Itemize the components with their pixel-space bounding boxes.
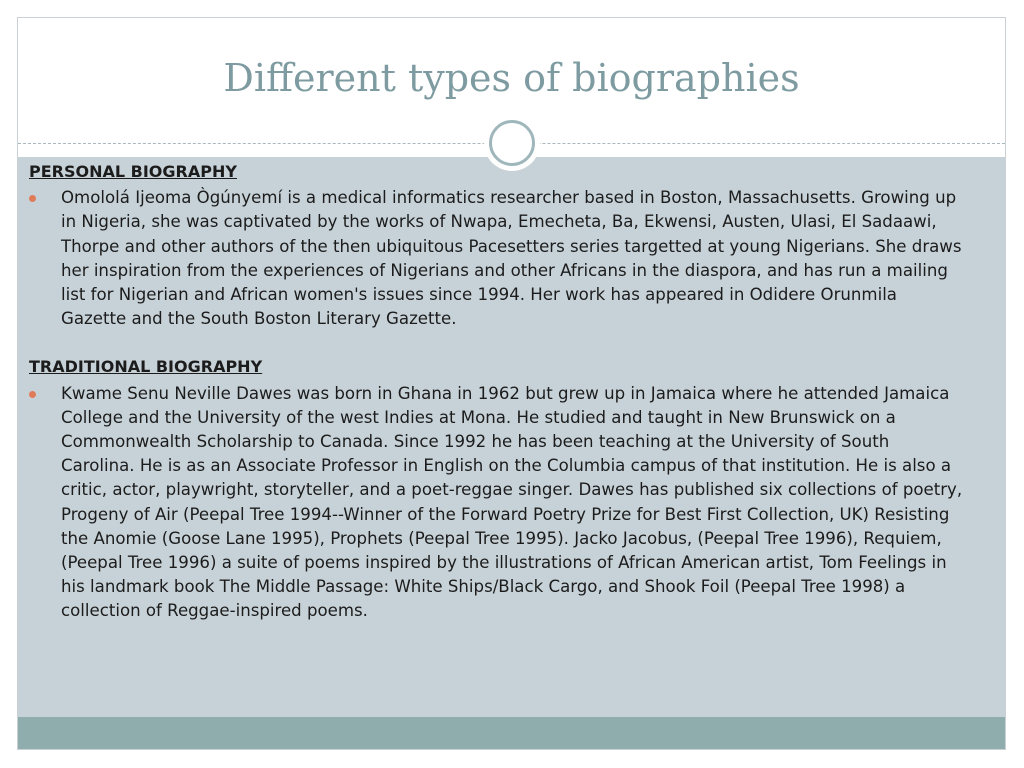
section-heading: PERSONAL BIOGRAPHY xyxy=(29,162,237,181)
section-traditional-biography xyxy=(29,355,964,623)
bullet-text: Kwame Senu Neville Dawes was born in Ghana in 1962 but grew up in Jamaica where he attended Jamaica College and the University of the west Indies at Mona. He studied and taught in New Brunswick on a Commonwealth Scholarship to Canada. Since 1992 he has been teaching at the University of South Carolina. He is as an Associate Professor in English on the Columbia campus of that institution. He is also a critic, actor, playwright, storyteller, and a poet-reggae singer. Dawes has published six collections of poetry, Progeny of Air (Peepal Tree 1994--Winner of the Forward Poetry Prize for Best First Collection, UK) Resisting the Anomie (Goose Lane 1995), Prophets (Peepal Tree 1995). Jacko Jacobus, (Peepal Tree 1996), Requiem, (Peepal Tree 1996) a suite of poems inspired by the illustrations of African American artist, Tom Feelings in his landmark book The Middle Passage: White Ships/Black Cargo, and Shook Foil (Peepal Tree 1998) a collection of Reggae-inspired poems. xyxy=(61,383,963,621)
bullet-text: Omololá Ijeoma Ògúnyemí is a medical informatics researcher based in Boston, Massachusetts. Growing up in Nigeria, she was captivated by the works of Nwapa, Emecheta, Ba, Ekwensi, Austen, Ulasi, El Sadaawi, Thorpe and other authors of the then ubiquitous Pacesetters series targetted at young Nigerians. She draws her inspiration from the experiences of Nigerians and other Africans in the diaspora, and has run a mailing list for Nigerian and African women's issues since 1994. Her work has appeared in Odidere Orunmila Gazette and the South Boston Literary Gazette. xyxy=(61,188,962,329)
section-gap xyxy=(29,331,964,355)
bullet-dot-icon xyxy=(29,195,36,202)
section-heading: TRADITIONAL BIOGRAPHY xyxy=(29,357,263,377)
bullet-dot-icon xyxy=(29,391,36,398)
slide-title: Different types of biographies xyxy=(223,56,800,100)
footer-bar xyxy=(18,717,1005,750)
body-text xyxy=(29,160,964,624)
bullet-item xyxy=(29,186,964,331)
section-personal-biography xyxy=(29,160,964,331)
bullet-item xyxy=(29,382,964,624)
